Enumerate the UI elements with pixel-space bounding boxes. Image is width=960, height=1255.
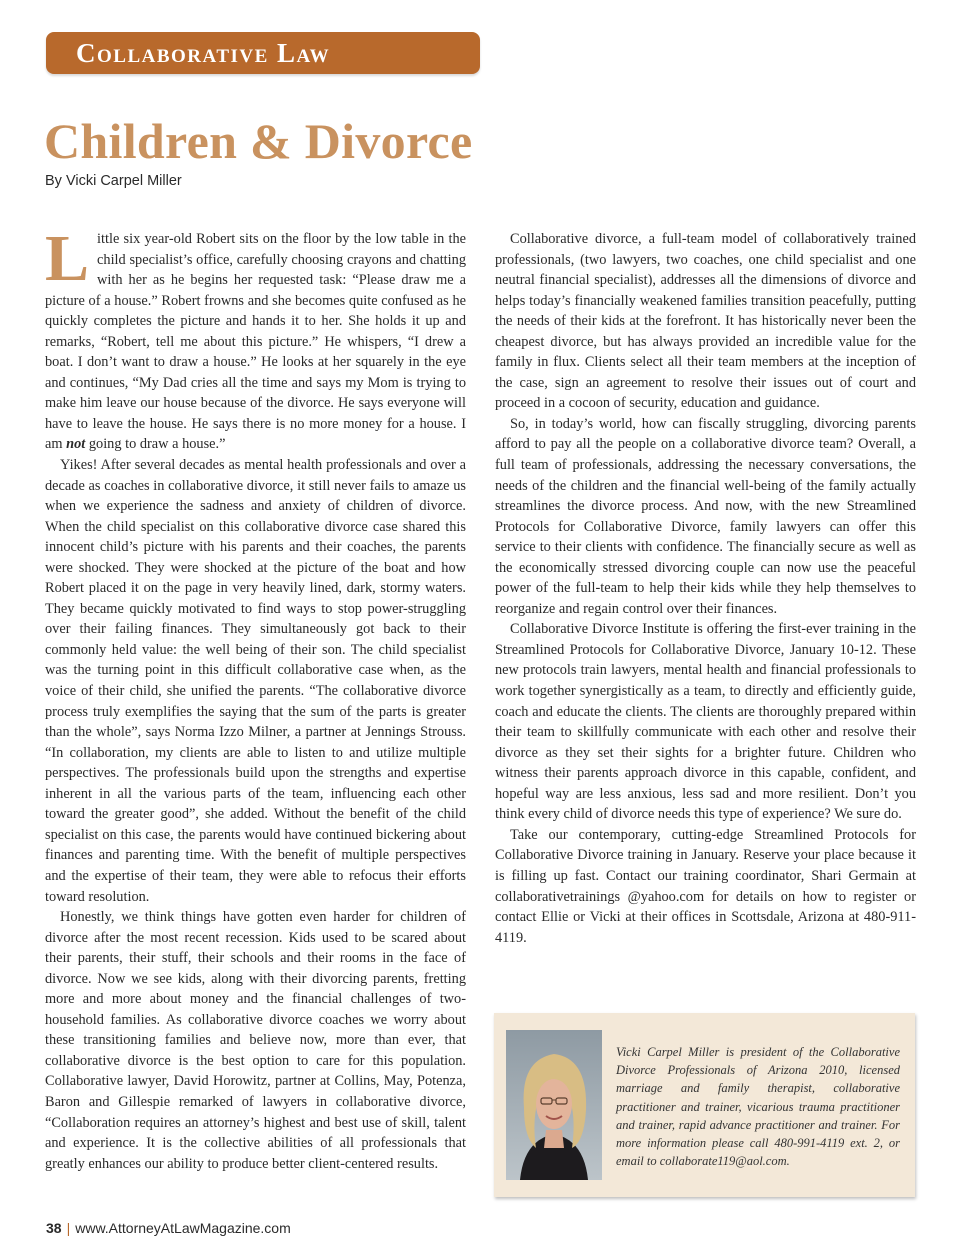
lead-paragraph: [45, 222, 466, 455]
body-paragraph: Yikes! After several decades as mental health professionals and over a decade as coaches in collaborative divorce, it still never fails to amaze us when we experience the sadness and anxiety of children of divorce. When the child specialist on this collaborative divorce case shared this innocent child’s picture with his parents and their coaches, the parents were shocked. They were shocked at the picture of the boat and how Robert placed it on the page in very heavily lined, dark, stormy waters. They became quickly motivated to find ways to stop power-struggling over their failing finances. They simultaneously got back to their commonly held value: the well being of their son. The child specialist was the turning point in this difficult collaborative case when, as the voice of their child, she unified the parents. “The collaborative divorce process truly exemplifies the saying that the sum of the parts is greater than the whole”, says Norma Izzo Milner, a partner at Jennings Strouss. “In collaboration, my clients are able to listen to and utilize multiple perspectives. The professionals build upon the strengths and expertise inherent in all the various parts of the team, influencing each other toward the greater good”, she added. Without the benefit of the child specialist on this case, the parents would have continued bickering about finances and parenting time. With the benefit of multiple perspectives and the expertise of their team, they were able to refocus their efforts toward resolution.: [45, 457, 466, 905]
section-label: Collaborative Law: [76, 38, 331, 68]
page-footer: [46, 1220, 291, 1236]
lead-text: ittle six year-old Robert sits on the floor by the low table in the child specialist’s office, carefully choosing crayons and chatting with her as he begins her requested task: “Please draw me a picture of a house.” Robert frowns and she becomes quite confused as he quickly completes the picture and hands it to her. She holds it up and remarks, “Robert, tell me about this picture.” He whispers, “I drew a boat. I don’t want to draw a house.” He looks at her squarely in the eye and continues, “My Dad cries all the time and says my Mom is trying to make him leave our house because of the divorce. He says everyone will have to leave the house. He says there is no more money for a house. I am: [45, 231, 466, 453]
drop-cap: L: [45, 222, 90, 295]
author-photo: [506, 1030, 602, 1180]
magazine-website: www.AttorneyAtLawMagazine.com: [75, 1220, 291, 1236]
author-portrait-icon: [506, 1030, 602, 1180]
body-paragraph: Take our contemporary, cutting-edge Streamlined Protocols for Collaborative Divorce training in January. Reserve your place because it is filling up fast. Contact our training coordinator, Shari Germain at collaborativetrainings @yahoo.com for details on how to register or contact Ellie or Vicki at their offices in Scottsdale, Arizona at 480-911-4119.: [495, 826, 916, 946]
footer-separator: |: [66, 1220, 71, 1236]
author-bio-box: [494, 1013, 915, 1197]
page-number: 38: [46, 1220, 62, 1236]
lead-emphasis: not: [66, 436, 86, 453]
body-paragraph: Collaborative Divorce Institute is offering the first-ever training in the Streamlined Protocols for Collaborative Divorce, January 10-12. These new protocols train lawyers, mental health and financial professionals to work together synergistically as a team, to directly and efficiently guide, coach and educate the clients. The clients are thoroughly prepared within their team to skillfully communicate with each other and resolve their divorce as they set their sights for a brighter future. Children who witness their parents approach divorce in this capable, confident, and hopeful way are less anxious, less sad and more resilient. Don’t you think every child of divorce needs this type of experience? We sure do.: [495, 621, 916, 823]
article-title: Children & Divorce: [44, 113, 473, 169]
section-banner: [46, 32, 480, 74]
lead-text-tail: going to draw a house.”: [85, 436, 226, 453]
author-bio-text: Vicki Carpel Miller is president of the Collaborative Divorce Professionals of Arizona 2010, licensed marriage and family therapist, collaborative practitioner and trainer, vicarious trauma practitioner and trainer, rapid advance practitioner and trainer. For more information please call 480-991-4119 ext. 2, or email to collaborate119@aol.com.: [616, 1045, 900, 1169]
byline: By Vicki Carpel Miller: [45, 173, 182, 189]
body-paragraph: Collaborative divorce, a full-team model of collaboratively trained professionals, (two lawyers, two coaches, one child specialist and one neutral financial specialist), addresses all the dimensions of divorce and helps today’s financially weakened families transition peacefully, putting the needs of their kids at the forefront. It has historically never been the cheapest divorce, but has always provided an incredible value for the family in flux. Clients select all their team members at the inception of the case, sign an agreement to resolve their issues out of court and proceed in a cocoon of security, education and guidance.: [495, 231, 916, 412]
article-column-left: [45, 222, 466, 1174]
body-paragraph: Honestly, we think things have gotten even harder for children of divorce after the most recent recession. Kids used to be scared about their parents, their stuff, their schools and their rooms in the face of divorce. Now we see kids, along with their divorcing parents, fretting more and more about money and the financial challenges of two-household families. As collaborative divorce coaches we worry about these transitioning families and believe now, more than ever, that collaborative divorce is the best option to care for this population. Collaborative lawyer, David Horowitz, partner at Collins, May, Potenza, Baron and Gillespie remarked of lawyers in collaborative divorce, “Collaboration requires an attorney’s highest and best use of skill, talent and experience. It is the collective abilities of all professionals that greatly enhances our ability to produce better client-centered results.: [45, 909, 466, 1172]
article-column-right: [495, 229, 916, 948]
body-paragraph: So, in today’s world, how can fiscally struggling, divorcing parents afford to pay all the people on a collaborative divorce team? Overall, a full team of professionals, addressing the necessary conversations, the needs of the children and the financial well-being of the family actually streamlines the divorce process. And now, with the new Streamlined Protocols for Collaborative Divorce, family lawyers can offer this service to their clients with confidence. The financially secure as well as the economically stressed divorcing couple can now use the peaceful power of the full-team to help their kids while they help themselves to reorganize and regain control over their finances.: [495, 415, 916, 617]
